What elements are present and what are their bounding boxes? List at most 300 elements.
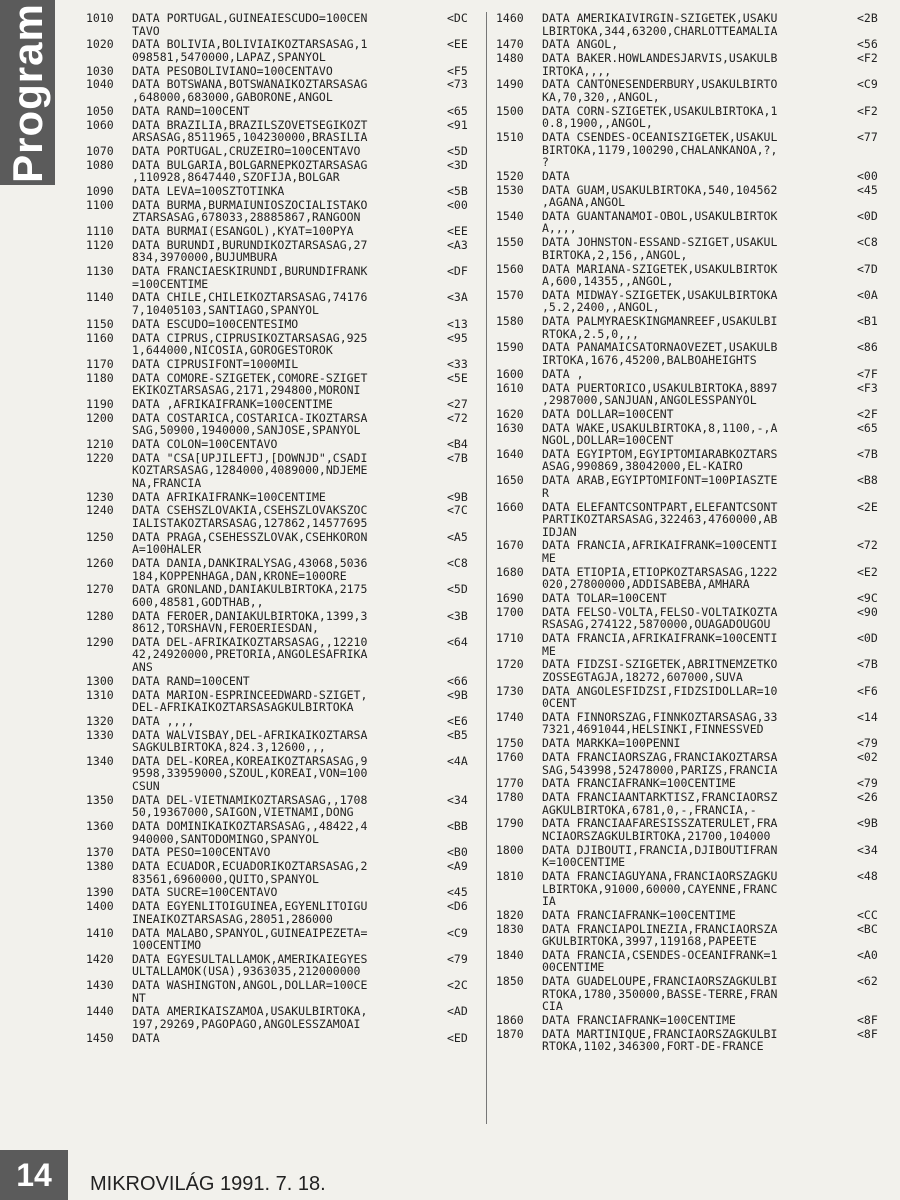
line-checksum: <B8 xyxy=(857,473,878,488)
code-segment: PARTIKOZTARSASAG,322463,4760000,AB xyxy=(542,512,778,526)
listing-line xyxy=(496,408,891,421)
line-checksum: <9B xyxy=(447,687,468,702)
code-segment: ? xyxy=(542,155,549,169)
listing-line xyxy=(86,1005,481,1030)
code-segment: DATA MARION-ESPRINCEEDWARD-SZIGET, xyxy=(132,687,368,702)
line-checksum: <14 xyxy=(857,709,878,724)
line-number: 1580 xyxy=(496,314,524,329)
line-checksum: <7B xyxy=(857,657,878,672)
listing-line xyxy=(86,675,481,688)
section-tab xyxy=(0,0,55,185)
code-segment: ,5.2,2400,,ANGOL, xyxy=(542,300,660,315)
line-checksum: <13 xyxy=(447,316,468,331)
line-checksum: <62 xyxy=(857,974,878,989)
line-checksum: <72 xyxy=(447,410,468,425)
line-code xyxy=(132,820,432,845)
listing-line xyxy=(86,886,481,899)
code-segment: DATA FRANCIAESKIRUNDI,BURUNDIFRANK xyxy=(132,264,368,279)
listing-line xyxy=(86,689,481,714)
code-segment: DATA ECUADOR,ECUADORIKOZTARSASAG,2 xyxy=(132,859,368,874)
line-number: 1530 xyxy=(496,182,524,197)
line-code xyxy=(542,870,842,908)
code-segment: ARSASAG,8511965,104230000,BRASILIA xyxy=(132,130,368,144)
line-checksum: <2B xyxy=(857,11,878,25)
code-segment: BIRTOKA,2,156,,ANGOL, xyxy=(542,247,688,262)
code-segment: DATA BULGARIA,BOLGARNEPKOZTARSASAG xyxy=(132,157,368,172)
line-number: 1820 xyxy=(496,907,524,922)
code-segment: DATA PANAMAICSATORNAOVEZET,USAKULB xyxy=(542,340,778,355)
code-segment: NT xyxy=(132,990,146,1005)
code-segment: DATA MARTINIQUE,FRANCIAORSZAGKULBI xyxy=(542,1026,778,1041)
listing-line xyxy=(496,923,891,948)
line-checksum: <3B xyxy=(447,608,468,623)
line-number: 1470 xyxy=(496,37,524,52)
code-segment: 1,644000,NICOSIA,GOROGESTOROK xyxy=(132,343,333,357)
line-code xyxy=(542,501,842,539)
code-segment: DATA CSEHSZLOVAKIA,CSEHSZLOVAKSZOC xyxy=(132,503,368,518)
listing-line xyxy=(496,751,891,776)
line-number: 1140 xyxy=(86,290,114,305)
code-segment: DATA MALABO,SPANYOL,GUINEAIPEZETA= xyxy=(132,925,368,940)
line-checksum: <56 xyxy=(857,37,878,52)
code-segment: DATA BURMA,BURMAIUNIOSZOCIALISTAKO xyxy=(132,197,368,212)
listing-line xyxy=(86,557,481,582)
line-checksum: <45 xyxy=(447,885,468,900)
listing-line xyxy=(86,332,481,357)
code-segment: 83561,6960000,QUITO,SPANYOL xyxy=(132,871,319,886)
line-code xyxy=(132,452,432,490)
code-segment: IRTOKA,,,, xyxy=(542,63,612,78)
listing-line xyxy=(496,949,891,974)
code-segment: DATA BOTSWANA,BOTSWANAIKOZTARSASAG xyxy=(132,77,368,92)
line-number: 1770 xyxy=(496,776,524,791)
line-checksum: <27 xyxy=(447,396,468,411)
line-number: 1540 xyxy=(496,208,524,223)
code-segment: IRTOKA,1676,45200,BALBOAHEIGHTS xyxy=(542,352,757,367)
line-code xyxy=(132,199,432,224)
line-code xyxy=(542,422,842,447)
line-code xyxy=(132,1005,432,1030)
line-number: 1330 xyxy=(86,727,114,742)
line-code xyxy=(132,755,432,793)
line-code xyxy=(542,711,842,736)
line-checksum: <F3 xyxy=(857,380,878,395)
line-number: 1210 xyxy=(86,437,114,451)
listing-line xyxy=(496,422,891,447)
line-code xyxy=(542,791,842,816)
code-segment: AGKULBIRTOKA,6781,0,-,FRANCIA,- xyxy=(542,802,757,817)
line-number: 1020 xyxy=(86,37,114,52)
listing-line xyxy=(86,610,481,635)
line-code xyxy=(132,159,432,184)
line-checksum: <79 xyxy=(857,776,878,791)
listing-line xyxy=(496,817,891,842)
code-segment: ZOSSEGTAGJA,18272,607000,SUVA xyxy=(542,669,743,684)
listing-line xyxy=(496,606,891,631)
line-number: 1080 xyxy=(86,157,114,172)
code-segment: A=100HALER xyxy=(132,542,202,557)
code-segment: 600,48581,GODTHAB,, xyxy=(132,594,264,609)
listing-line xyxy=(496,368,891,381)
line-checksum: <2F xyxy=(857,406,878,421)
line-checksum: <7B xyxy=(857,446,878,461)
code-segment: DATA PUERTORICO,USAKULBIRTOKA,8897 xyxy=(542,380,778,395)
listing-line xyxy=(496,236,891,261)
line-number: 1780 xyxy=(496,790,524,805)
code-segment: DATA EGYIPTOM,EGYIPTOMIARABKOZTARS xyxy=(542,446,778,461)
listing-line xyxy=(496,341,891,366)
code-segment: DATA xyxy=(542,168,570,183)
line-number: 1120 xyxy=(86,237,114,252)
line-checksum: <5D xyxy=(447,143,468,158)
line-checksum: <8F xyxy=(857,1013,878,1027)
code-segment: DATA CIPRUS,CIPRUSIKOZTARSASAG,925 xyxy=(132,330,368,345)
code-segment: RTOKA,1780,350000,BASSE-TERRE,FRAN xyxy=(542,986,778,1001)
line-number: 1570 xyxy=(496,287,524,302)
line-number: 1310 xyxy=(86,687,114,702)
line-number: 1280 xyxy=(86,608,114,623)
line-number: 1680 xyxy=(496,564,524,579)
line-checksum: <F2 xyxy=(857,51,878,66)
listing-line xyxy=(86,452,481,490)
code-segment: 50,19367000,SAIGON,VIETNAMI,DONG xyxy=(132,805,354,820)
listing-line xyxy=(86,318,481,331)
line-number: 1840 xyxy=(496,947,524,962)
code-segment: INEAIKOZTARSASAG,28051,286000 xyxy=(132,911,333,926)
code-segment: ZTARSASAG,678033,28885867,RANGOON xyxy=(132,210,361,225)
code-segment: RSASAG,274122,5870000,OUAGADOUGOU xyxy=(542,617,771,632)
line-checksum: <00 xyxy=(857,168,878,183)
code-segment: DATA FRANCIA,CSENDES-OCEANIFRANK=1 xyxy=(542,947,778,962)
code-segment: DATA GUAM,USAKULBIRTOKA,540,104562 xyxy=(542,182,778,197)
line-number: 1670 xyxy=(496,538,524,553)
line-checksum: <65 xyxy=(857,420,878,435)
line-checksum: <8F xyxy=(857,1026,878,1041)
code-segment: 940000,SANTODOMINGO,SPANYOL xyxy=(132,831,319,846)
line-code xyxy=(542,658,842,683)
listing-line xyxy=(496,474,891,499)
line-code xyxy=(542,184,842,209)
line-code xyxy=(542,368,842,381)
listing-line xyxy=(496,501,891,539)
code-segment: DATA MARKKA=100PENNI xyxy=(542,736,681,751)
line-checksum: <DC xyxy=(447,11,468,25)
line-checksum: <F2 xyxy=(857,103,878,118)
code-segment: DATA DJIBOUTI,FRANCIA,DJIBOUTIFRAN xyxy=(542,842,778,857)
code-segment: DATA GRONLAND,DANIAKULBIRTOKA,2175 xyxy=(132,582,368,597)
line-code xyxy=(542,975,842,1013)
line-code xyxy=(132,610,432,635)
line-number: 1360 xyxy=(86,819,114,833)
line-checksum: <BC xyxy=(857,921,878,936)
code-segment: DATA FELSO-VOLTA,FELSO-VOLTAIKOZTA xyxy=(542,604,778,619)
line-checksum: <B4 xyxy=(447,437,468,451)
listing-line xyxy=(86,729,481,754)
listing-line xyxy=(496,844,891,869)
code-segment: ASAG,990869,38042000,EL-KAIRO xyxy=(542,459,743,474)
line-number: 1150 xyxy=(86,316,114,331)
code-segment: DATA DOMINIKAIKOZTARSASAG,,48422,4 xyxy=(132,819,368,833)
line-number: 1630 xyxy=(496,420,524,435)
column-divider xyxy=(486,12,487,1124)
code-segment: 7,10405103,SANTIAGO,SPANYOL xyxy=(132,302,319,317)
line-number: 1730 xyxy=(496,683,524,698)
listing-line xyxy=(86,1032,481,1045)
line-number: 1450 xyxy=(86,1030,114,1045)
line-checksum: <C8 xyxy=(447,556,468,570)
line-number: 1560 xyxy=(496,261,524,276)
code-segment: DATA JOHNSTON-ESSAND-SZIGET,USAKUL xyxy=(542,235,778,250)
line-number: 1390 xyxy=(86,885,114,900)
code-segment: ,110928,8647440,SZOFIJA,BOLGAR xyxy=(132,170,340,185)
listing-line xyxy=(86,846,481,859)
code-segment: ,648000,683000,GABORONE,ANGOL xyxy=(132,89,333,104)
listing-line xyxy=(86,358,481,371)
code-segment: DATA CORN-SZIGETEK,USAKULBIRTOKA,1 xyxy=(542,103,778,118)
listing-line xyxy=(86,504,481,529)
line-code xyxy=(132,927,432,952)
code-segment: DATA AMERIKAISZAMOA,USAKULBIRTOKA, xyxy=(132,1004,368,1019)
code-segment: NA,FRANCIA xyxy=(132,475,202,490)
code-segment: DATA FINNORSZAG,FINNKOZTARSASAG,33 xyxy=(542,709,778,724)
code-segment: DATA ,AFRIKAIFRANK=100CENTIME xyxy=(132,396,333,411)
code-segment: CIA xyxy=(542,999,563,1014)
line-checksum: <72 xyxy=(857,538,878,553)
line-code xyxy=(542,170,842,183)
line-checksum: <02 xyxy=(857,750,878,764)
listing-line xyxy=(496,382,891,407)
listing-line xyxy=(496,975,891,1013)
code-segment: DATA xyxy=(132,1030,160,1045)
listing-line xyxy=(86,225,481,238)
line-checksum: <86 xyxy=(857,340,878,355)
line-checksum: <26 xyxy=(857,790,878,805)
line-number: 1050 xyxy=(86,103,114,118)
line-code xyxy=(132,65,432,78)
code-segment: DATA DEL-VIETNAMIKOZTARSASAG,,1708 xyxy=(132,792,368,807)
code-segment: 42,24920000,PRETORIA,ANGOLESAFRIKA xyxy=(132,647,368,662)
code-segment: DATA FRANCIAFRANK=100CENTIME xyxy=(542,907,736,922)
line-checksum: <5D xyxy=(447,582,468,597)
line-code xyxy=(132,225,432,238)
code-segment: 197,29269,PAGOPAGO,ANGOLESSZAMOAI xyxy=(132,1016,361,1031)
code-segment: DATA ARAB,EGYIPTOMIFONT=100PIASZTE xyxy=(542,473,778,488)
line-number: 1850 xyxy=(496,974,524,989)
listing-line xyxy=(496,38,891,51)
listing-line xyxy=(86,531,481,556)
line-checksum: <79 xyxy=(857,736,878,751)
line-code xyxy=(132,675,432,688)
code-segment: LBIRTOKA,91000,60000,CAYENNE,FRANC xyxy=(542,881,778,896)
code-segment: DATA EGYENLITOIGUINEA,EGYENLITOIGU xyxy=(132,899,368,914)
line-code xyxy=(132,636,432,674)
listing-line xyxy=(496,210,891,235)
listing-line xyxy=(86,820,481,845)
line-number: 1490 xyxy=(496,77,524,92)
listing-line xyxy=(86,860,481,885)
line-number: 1300 xyxy=(86,673,114,688)
line-code xyxy=(542,210,842,235)
line-code xyxy=(542,923,842,948)
line-number: 1860 xyxy=(496,1013,524,1027)
code-segment: 098581,5470000,LAPAZ,SPANYOL xyxy=(132,49,326,64)
line-code xyxy=(542,817,842,842)
code-segment: DATA LEVA=100SZTOTINKA xyxy=(132,183,285,198)
listing-line xyxy=(86,265,481,290)
line-checksum: <AD xyxy=(447,1004,468,1019)
code-segment: 184,KOPPENHAGA,DAN,KRONE=100ORE xyxy=(132,568,347,583)
listing-line xyxy=(86,239,481,264)
footer-publication: MIKROVILÁG 1991. 7. 18. xyxy=(90,1173,326,1195)
listing-line xyxy=(86,105,481,118)
line-code xyxy=(132,979,432,1004)
code-segment: DATA TOLAR=100CENT xyxy=(542,590,667,605)
line-checksum: <F6 xyxy=(857,683,878,698)
code-segment: 9598,33959000,SZOUL,KOREAI,VON=100 xyxy=(132,766,368,781)
line-checksum: <64 xyxy=(447,634,468,649)
code-segment: DATA AMERIKAIVIRGIN-SZIGETEK,USAKU xyxy=(542,11,778,25)
line-number: 1130 xyxy=(86,264,114,279)
line-checksum: <B0 xyxy=(447,845,468,860)
line-code xyxy=(132,12,432,37)
line-number: 1240 xyxy=(86,503,114,518)
code-segment: DATA FEROER,DANIAKULBIRTOKA,1399,3 xyxy=(132,608,368,623)
listing-line xyxy=(86,794,481,819)
listing-line xyxy=(86,145,481,158)
code-segment: ,2987000,SANJUAN,ANGOLESSPANYOL xyxy=(542,393,757,407)
listing-line xyxy=(86,715,481,728)
line-checksum: <C9 xyxy=(857,77,878,92)
line-code xyxy=(542,38,842,51)
line-code xyxy=(542,777,842,790)
line-code xyxy=(542,632,842,657)
line-number: 1410 xyxy=(86,925,114,940)
line-code xyxy=(542,1028,842,1053)
line-code xyxy=(132,860,432,885)
line-checksum: <A0 xyxy=(857,947,878,962)
listing-line xyxy=(86,78,481,103)
line-checksum: <EE xyxy=(447,224,468,238)
code-segment: DATA FRANCIAAFARESISSZATERULET,FRA xyxy=(542,816,778,831)
line-code xyxy=(132,38,432,63)
listing-line xyxy=(86,636,481,674)
code-segment: ME xyxy=(542,550,556,565)
line-number: 1370 xyxy=(86,845,114,860)
code-segment: DATA ANGOL, xyxy=(542,37,619,52)
line-number: 1640 xyxy=(496,446,524,461)
line-number: 1710 xyxy=(496,631,524,645)
line-number: 1520 xyxy=(496,168,524,183)
code-segment: DATA BURMAI(ESANGOL),KYAT=100PYA xyxy=(132,224,354,238)
line-checksum: <D6 xyxy=(447,899,468,914)
line-code xyxy=(132,557,432,582)
line-number: 1650 xyxy=(496,473,524,488)
listing-line xyxy=(86,755,481,793)
code-segment: DATA FRANCIAGUYANA,FRANCIAORSZAGKU xyxy=(542,869,778,883)
line-code xyxy=(132,953,432,978)
code-segment: SAG,50900,1940000,SANJOSE,SPANYOL xyxy=(132,423,361,438)
listing-line xyxy=(496,658,891,683)
line-code xyxy=(132,886,432,899)
line-checksum: <91 xyxy=(447,117,468,132)
code-segment: RTOKA,1102,346300,FORT-DE-FRANCE xyxy=(542,1039,764,1054)
line-number: 1170 xyxy=(86,356,114,371)
line-code xyxy=(132,239,432,264)
code-segment: DATA FIDZSI-SZIGETEK,ABRITNEMZETKO xyxy=(542,657,778,672)
code-segment: DATA FRANCIA,AFRIKAIFRANK=100CENTI xyxy=(542,631,778,645)
code-segment: DATA ELEFANTCSONTPART,ELEFANTCSONT xyxy=(542,499,778,514)
code-segment: KA,70,320,,ANGOL, xyxy=(542,89,660,104)
code-segment: DATA ANGOLESFIDZSI,FIDZSIDOLLAR=10 xyxy=(542,683,778,698)
line-code xyxy=(542,592,842,605)
listing-line xyxy=(86,900,481,925)
line-checksum: <2E xyxy=(857,499,878,514)
line-checksum: <5B xyxy=(447,183,468,198)
line-number: 1830 xyxy=(496,921,524,936)
line-checksum: <65 xyxy=(447,103,468,118)
listing-line xyxy=(86,372,481,397)
line-checksum: <2C xyxy=(447,978,468,993)
code-segment: DATA ESCUDO=100CENTESIMO xyxy=(132,316,299,331)
code-segment: K=100CENTIME xyxy=(542,855,626,870)
line-code xyxy=(132,531,432,556)
line-checksum: <BB xyxy=(447,819,468,833)
code-segment: 0.8,1900,,ANGOL, xyxy=(542,116,653,131)
code-segment: GKULBIRTOKA,3997,119168,PAPEETE xyxy=(542,934,757,949)
code-segment: ANS xyxy=(132,659,153,674)
line-number: 1070 xyxy=(86,143,114,158)
code-segment: 100CENTIMO xyxy=(132,938,202,952)
listing-line xyxy=(496,184,891,209)
listing-line xyxy=(496,289,891,314)
code-segment: DATA FRANCIAPOLINEZIA,FRANCIAORSZA xyxy=(542,921,778,936)
line-number: 1100 xyxy=(86,197,114,212)
code-segment: 834,3970000,BUJUMBURA xyxy=(132,250,278,265)
line-code xyxy=(132,729,432,754)
line-number: 1720 xyxy=(496,657,524,672)
line-number: 1340 xyxy=(86,753,114,768)
code-segment: DATA COMORE-SZIGETEK,COMORE-SZIGET xyxy=(132,370,368,385)
line-number: 1290 xyxy=(86,634,114,649)
listing-line xyxy=(496,1028,891,1053)
line-code xyxy=(542,448,842,473)
listing-line xyxy=(496,632,891,657)
listing-line xyxy=(86,979,481,1004)
code-segment: DATA PRAGA,CSEHESSZLOVAK,CSEHKORON xyxy=(132,529,368,544)
line-number: 1870 xyxy=(496,1026,524,1041)
listing-line xyxy=(496,737,891,750)
line-number: 1550 xyxy=(496,235,524,250)
line-number: 1380 xyxy=(86,859,114,874)
code-segment: 0CENT xyxy=(542,696,577,711)
line-number: 1230 xyxy=(86,489,114,504)
code-segment: DATA CANTONESENDERBURY,USAKULBIRTO xyxy=(542,77,778,92)
code-segment: DATA DEL-AFRIKAIKOZTARSASAG,,12210 xyxy=(132,634,368,649)
listing-line xyxy=(496,105,891,130)
code-segment: DATA COLON=100CENTAVO xyxy=(132,437,278,451)
line-code xyxy=(132,412,432,437)
code-segment: DATA WALVISBAY,DEL-AFRIKAIKOZTARSA xyxy=(132,727,368,742)
line-checksum: <B5 xyxy=(447,727,468,742)
line-code xyxy=(542,78,842,103)
section-tab-label: Program xyxy=(3,2,51,183)
listing-line xyxy=(496,566,891,591)
listing-line xyxy=(496,711,891,736)
line-code xyxy=(132,438,432,451)
listing-line xyxy=(86,185,481,198)
line-number: 1600 xyxy=(496,366,524,381)
listing-line xyxy=(496,78,891,103)
